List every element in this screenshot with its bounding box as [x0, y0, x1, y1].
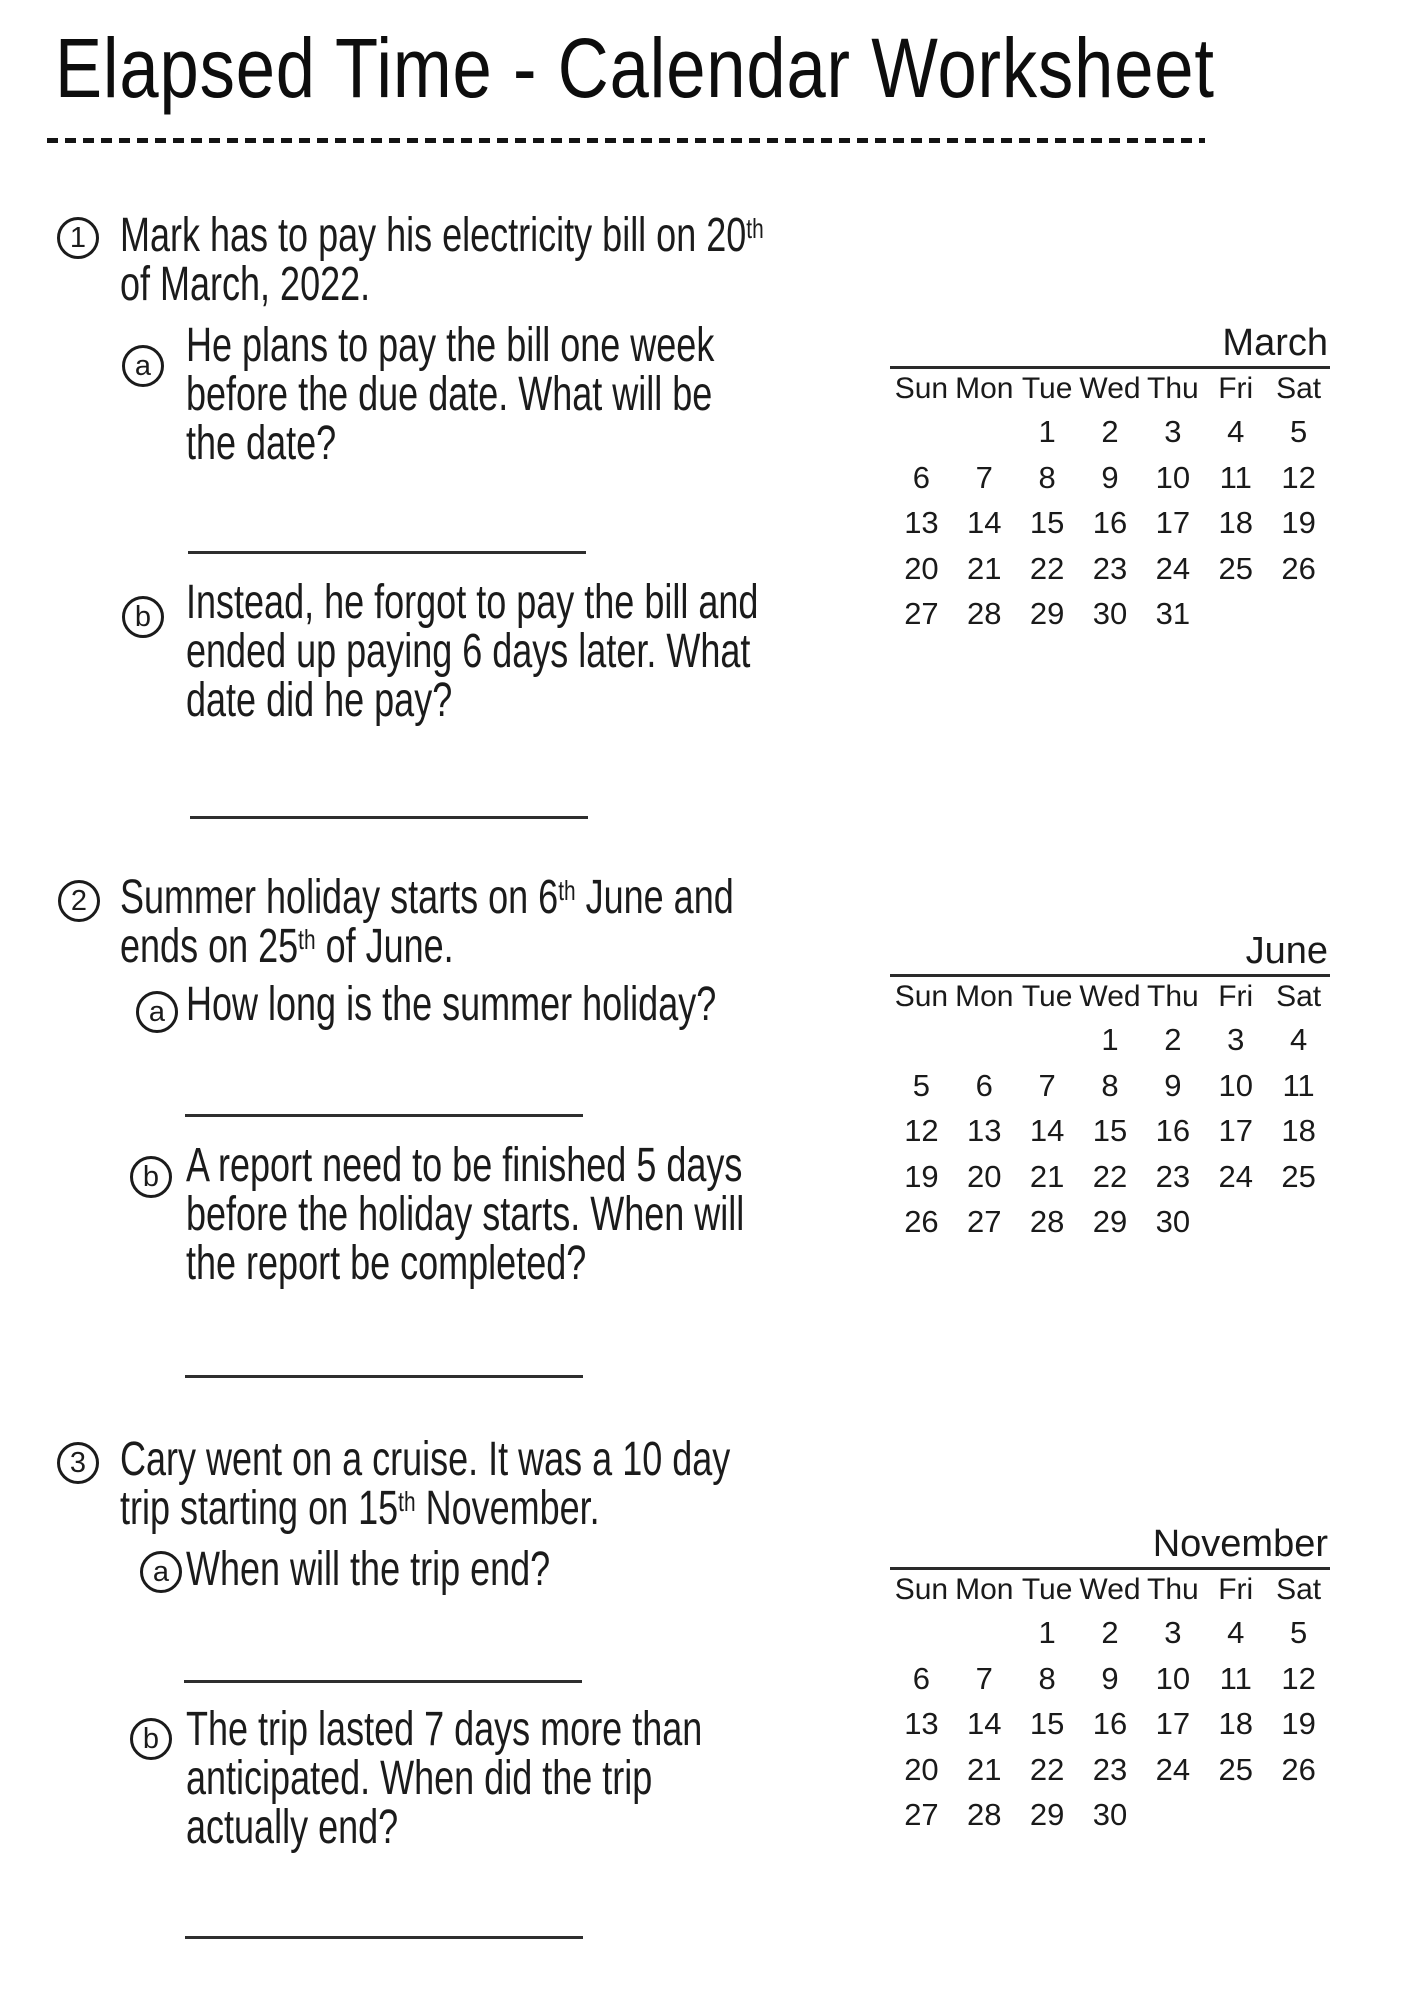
question-1b-text [186, 578, 758, 725]
question-3-number [57, 1442, 99, 1484]
day-cell: 9 [1164, 1067, 1182, 1103]
calendar-week-row [890, 1017, 1330, 1063]
text-line: the date? [186, 417, 337, 470]
text-line: before the holiday starts. When will [186, 1188, 745, 1241]
day-cell: 28 [1029, 1204, 1065, 1239]
question-2b-letter [130, 1156, 172, 1198]
day-cell: 8 [1038, 1660, 1056, 1696]
calendar-week-row [890, 591, 1330, 637]
ordinal-suffix: th [398, 1486, 416, 1518]
day-cell: 7 [1038, 1067, 1056, 1103]
question-2b-answer-line[interactable] [185, 1375, 583, 1378]
day-cell: 22 [1029, 550, 1065, 586]
day-cell: 9 [1101, 459, 1119, 495]
day-cell: 17 [1218, 1113, 1253, 1148]
day-cell: 10 [1155, 1660, 1191, 1696]
calendar-day-header-row [890, 977, 1330, 1017]
day-header-fri: Fri [1218, 372, 1254, 405]
day-header-tue: Tue [1021, 1573, 1073, 1606]
day-cell: 11 [1219, 459, 1252, 495]
day-cell: 18 [1218, 505, 1253, 540]
calendar-week-row [890, 1108, 1330, 1154]
day-cell: 2 [1164, 1022, 1182, 1057]
calendar-november [890, 1521, 1330, 1838]
day-header-wed: Wed [1079, 1573, 1141, 1606]
text-line: the report be completed? [186, 1237, 587, 1290]
question-3b-letter [130, 1718, 172, 1760]
day-cell: 3 [1164, 1615, 1182, 1650]
text-line: The trip lasted 7 days more than [186, 1703, 703, 1756]
day-header-mon: Mon [955, 372, 1014, 405]
day-cell: 17 [1155, 1706, 1191, 1741]
question-1a-text [186, 321, 714, 468]
title-underline [47, 138, 1205, 143]
day-cell: 9 [1101, 1660, 1119, 1696]
text-line: actually end? [186, 1801, 399, 1854]
calendar-day-header-row [890, 369, 1330, 409]
text-line: ended up paying 6 days later. What [186, 625, 751, 678]
page-title: Elapsed Time - Calendar Worksheet [55, 21, 1215, 115]
question-3a-letter [140, 1551, 182, 1593]
question-2a-letter [136, 991, 178, 1033]
day-cell: 30 [1092, 1797, 1128, 1832]
question-1-text [120, 211, 764, 309]
text-line: Instead, he forgot to pay the bill and [186, 576, 759, 629]
day-cell: 30 [1092, 596, 1128, 631]
day-cell: 21 [1029, 1158, 1065, 1194]
day-header-tue: Tue [1021, 980, 1073, 1013]
calendar-month-title: March [1222, 322, 1328, 364]
day-cell: 23 [1092, 550, 1128, 586]
day-cell-empty [1204, 1199, 1267, 1245]
day-cell: 29 [1029, 1797, 1065, 1832]
text-line: Summer holiday starts on 6th June and [120, 871, 734, 924]
day-header-fri: Fri [1218, 1573, 1254, 1606]
text-line: before the due date. What will be [186, 368, 713, 421]
day-cell: 6 [912, 459, 931, 495]
calendar-week-row [890, 409, 1330, 455]
day-cell: 31 [1155, 596, 1191, 631]
question-3b-text [186, 1705, 702, 1852]
day-header-tue: Tue [1021, 372, 1073, 405]
text-line: ends on 25th of June. [120, 920, 454, 973]
day-cell: 24 [1155, 550, 1191, 586]
question-3b-answer-line[interactable] [185, 1936, 583, 1939]
calendar-week-row [890, 1701, 1330, 1747]
day-cell: 28 [967, 1797, 1002, 1832]
day-header-sat: Sat [1276, 372, 1322, 405]
day-cell: 20 [904, 1751, 939, 1787]
question-2-text [120, 873, 734, 971]
question-1a-letter [122, 345, 164, 387]
question-1-number [57, 217, 99, 259]
ordinal-suffix: th [298, 924, 316, 956]
day-cell: 27 [904, 1797, 939, 1832]
calendar-week-row [890, 1792, 1330, 1838]
day-header-thu: Thu [1147, 980, 1199, 1013]
day-cell-empty [890, 1610, 953, 1656]
day-cell-empty [953, 409, 1016, 455]
day-cell: 6 [912, 1660, 931, 1696]
day-header-mon: Mon [955, 980, 1014, 1013]
day-cell: 27 [967, 1204, 1002, 1239]
question-1-number-label: 1 [69, 221, 87, 254]
day-cell: 4 [1227, 1615, 1245, 1650]
day-cell: 11 [1219, 1660, 1252, 1696]
day-cell: 29 [1092, 1204, 1128, 1239]
day-cell: 22 [1092, 1158, 1128, 1194]
question-3a-answer-line[interactable] [184, 1680, 582, 1683]
day-cell: 7 [975, 459, 993, 495]
question-1b-letter-label: b [134, 600, 152, 633]
text-line: How long is the summer holiday? [186, 978, 717, 1031]
question-2-number-label: 2 [70, 884, 88, 917]
day-cell: 4 [1227, 414, 1245, 449]
day-cell: 25 [1281, 1158, 1316, 1194]
day-header-sun: Sun [894, 372, 949, 405]
question-3a-letter-label: a [152, 1555, 170, 1588]
question-2a-letter-label: a [148, 995, 166, 1028]
day-cell: 25 [1218, 550, 1253, 586]
day-cell: 17 [1155, 505, 1191, 540]
question-2b-letter-label: b [142, 1160, 160, 1193]
calendar-day-header-row [890, 1570, 1330, 1610]
day-cell: 13 [904, 505, 939, 540]
day-cell: 10 [1218, 1067, 1253, 1103]
day-cell: 14 [1029, 1113, 1065, 1148]
day-cell: 16 [1155, 1113, 1191, 1148]
day-cell: 16 [1092, 1706, 1128, 1741]
day-header-sat: Sat [1276, 980, 1322, 1013]
day-cell: 18 [1281, 1113, 1316, 1148]
day-cell: 13 [967, 1113, 1002, 1148]
calendar-month-title: November [1152, 1523, 1328, 1565]
day-cell: 5 [1289, 414, 1308, 449]
day-cell: 20 [904, 550, 939, 586]
day-cell-empty [890, 409, 953, 455]
day-cell: 24 [1218, 1158, 1253, 1194]
day-header-sun: Sun [894, 1573, 949, 1606]
day-cell: 10 [1155, 459, 1191, 495]
day-header-sun: Sun [894, 980, 949, 1013]
calendar-june [890, 928, 1330, 1245]
calendar-week-row [890, 1747, 1330, 1793]
calendar-week-row [890, 1063, 1330, 1109]
day-cell: 1 [1038, 414, 1056, 449]
day-cell: 3 [1227, 1022, 1245, 1057]
day-cell: 26 [1281, 1751, 1316, 1787]
day-cell: 5 [912, 1067, 931, 1103]
day-cell: 13 [904, 1706, 939, 1741]
text-line: When will the trip end? [186, 1543, 551, 1596]
day-cell: 4 [1289, 1022, 1308, 1057]
day-cell-empty [1016, 1017, 1079, 1063]
day-cell: 12 [1281, 459, 1316, 495]
day-cell: 27 [904, 596, 939, 631]
question-3a-text [186, 1545, 550, 1594]
calendar-week-row [890, 546, 1330, 592]
calendar-week-row [890, 500, 1330, 546]
day-cell: 2 [1101, 414, 1119, 449]
day-cell: 19 [1281, 505, 1316, 540]
day-cell: 18 [1218, 1706, 1253, 1741]
day-cell: 16 [1092, 505, 1128, 540]
day-cell-empty [1267, 591, 1330, 637]
calendar-week-row [890, 1199, 1330, 1245]
day-cell: 19 [904, 1158, 939, 1194]
question-3-number-label: 3 [69, 1446, 87, 1479]
day-cell: 1 [1101, 1022, 1119, 1057]
day-cell: 21 [967, 550, 1002, 586]
question-3b-letter-label: b [142, 1722, 160, 1755]
question-1a-letter-label: a [134, 349, 152, 382]
day-cell: 8 [1101, 1067, 1119, 1103]
text-line: Cary went on a cruise. It was a 10 day [120, 1433, 731, 1486]
question-1b-answer-line[interactable] [190, 816, 588, 819]
day-cell: 26 [1281, 550, 1316, 586]
question-1b-letter [122, 596, 164, 638]
day-cell: 14 [967, 505, 1002, 540]
question-2-number [58, 880, 100, 922]
day-cell: 15 [1029, 505, 1065, 540]
text-line: A report need to be finished 5 days [186, 1139, 743, 1192]
text-line: of March, 2022. [120, 258, 371, 311]
day-cell-empty [953, 1017, 1016, 1063]
day-cell-empty [1204, 591, 1267, 637]
day-cell: 14 [967, 1706, 1002, 1741]
day-cell-empty [1267, 1792, 1330, 1838]
day-cell: 1 [1038, 1615, 1056, 1650]
day-cell: 19 [1281, 1706, 1316, 1741]
question-1a-answer-line[interactable] [188, 551, 586, 554]
day-cell: 28 [967, 596, 1002, 631]
day-cell-empty [1141, 1792, 1204, 1838]
text-line: trip starting on 15th November. [120, 1482, 600, 1535]
day-cell: 21 [967, 1751, 1002, 1787]
day-cell: 5 [1289, 1615, 1308, 1650]
question-2b-text [186, 1141, 744, 1288]
day-cell: 11 [1282, 1067, 1315, 1103]
day-header-wed: Wed [1079, 372, 1141, 405]
day-cell: 29 [1029, 596, 1065, 631]
day-cell: 15 [1092, 1113, 1128, 1148]
text-line: date did he pay? [186, 674, 453, 727]
text-line: He plans to pay the bill one week [186, 319, 715, 372]
day-header-thu: Thu [1147, 372, 1199, 405]
question-2a-answer-line[interactable] [185, 1114, 583, 1117]
day-cell: 25 [1218, 1751, 1253, 1787]
text-line: Mark has to pay his electricity bill on 20th [120, 209, 764, 262]
question-2a-text [186, 980, 716, 1029]
day-cell: 3 [1164, 414, 1182, 449]
day-cell: 8 [1038, 459, 1056, 495]
day-header-fri: Fri [1218, 980, 1254, 1013]
day-cell: 22 [1029, 1751, 1065, 1787]
day-cell: 30 [1155, 1204, 1191, 1239]
calendar-week-row [890, 1610, 1330, 1656]
calendar-week-row [890, 1154, 1330, 1200]
day-cell-empty [1204, 1792, 1267, 1838]
day-cell: 2 [1101, 1615, 1119, 1650]
day-cell: 6 [975, 1067, 993, 1103]
day-header-mon: Mon [955, 1573, 1014, 1606]
day-cell-empty [1267, 1199, 1330, 1245]
ordinal-suffix: th [558, 875, 576, 907]
day-cell: 23 [1092, 1751, 1128, 1787]
text-line: anticipated. When did the trip [186, 1752, 653, 1805]
day-cell: 24 [1155, 1751, 1191, 1787]
day-header-thu: Thu [1147, 1573, 1199, 1606]
day-cell: 23 [1155, 1158, 1191, 1194]
day-cell: 20 [967, 1158, 1002, 1194]
day-cell: 12 [1281, 1660, 1316, 1696]
ordinal-suffix: th [746, 213, 764, 245]
day-cell-empty [953, 1610, 1016, 1656]
calendar-week-row [890, 1656, 1330, 1702]
day-cell: 26 [904, 1204, 939, 1239]
day-header-sat: Sat [1276, 1573, 1322, 1606]
day-cell: 7 [975, 1660, 993, 1696]
day-cell: 12 [904, 1113, 939, 1148]
day-header-wed: Wed [1079, 980, 1141, 1013]
day-cell: 15 [1029, 1706, 1065, 1741]
calendar-march [890, 320, 1330, 637]
calendar-month-title: June [1245, 930, 1328, 972]
day-cell-empty [890, 1017, 953, 1063]
calendar-week-row [890, 455, 1330, 501]
question-3-text [120, 1435, 730, 1533]
